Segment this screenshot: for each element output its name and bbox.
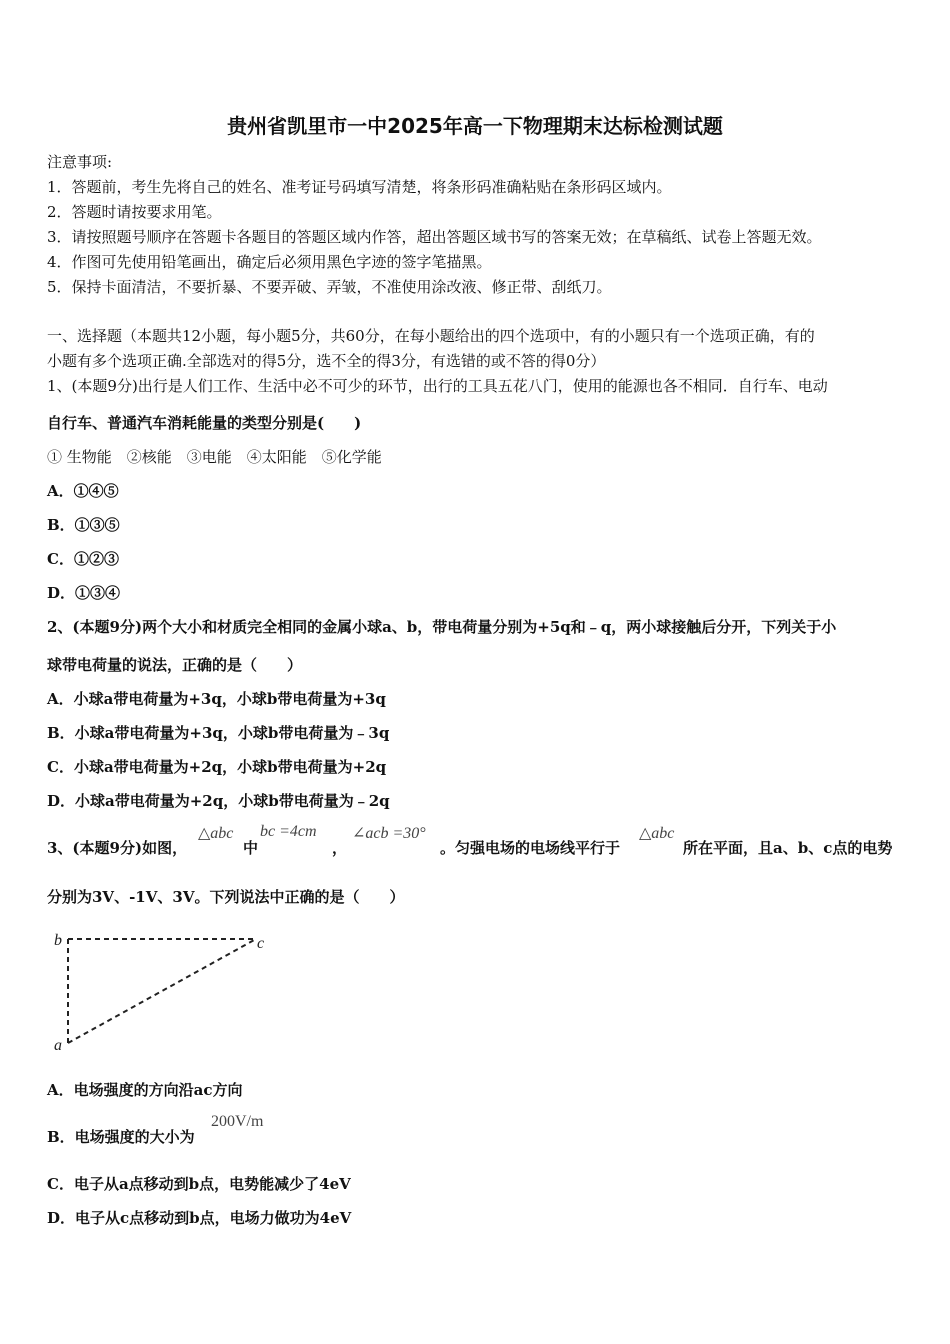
q3-option-d: D．电子从c点移动到b点，电场力做功为4eV	[47, 1209, 352, 1227]
q2-option-a: A．小球a带电荷量为+3q，小球b带电荷量为+3q	[47, 690, 386, 708]
vertex-label-a: a	[54, 1037, 62, 1054]
q1-option-b: B．①③⑤	[47, 516, 120, 534]
notice-item-1: 1．答题前，考生先将自己的姓名、准考证号码填写清楚，将条形码准确粘贴在条形码区域内。	[47, 178, 672, 196]
q1-option-d: D．①③④	[47, 584, 121, 602]
q3-stem-comma: ，	[332, 839, 348, 857]
section-instructions-line-2: 小题有多个选项正确.全部选对的得5分，选不全的得3分，有选错的或不答的得0分）	[47, 352, 606, 370]
q1-option-a: A．①④⑤	[47, 482, 119, 500]
q3-option-b-math: 200V/m	[211, 1113, 264, 1130]
q3-math-triangle-2: △abc	[639, 825, 675, 842]
q3-triangle-figure	[50, 926, 280, 1056]
section-instructions-line-1: 一、选择题（本题共12小题，每小题5分，共60分，在每小题给出的四个选项中，有的小题只有一个选项正确，有的	[47, 327, 815, 345]
notice-item-5: 5．保持卡面清洁，不要折暴、不要弄破、弄皱，不准使用涂改液、修正带、刮纸刀。	[47, 278, 612, 296]
notice-item-2: 2．答题时请按要求用笔。	[47, 203, 222, 221]
q2-stem-line-2: 球带电荷量的说法，正确的是（ ）	[47, 656, 303, 674]
edge-ac	[68, 939, 256, 1043]
vertex-label-c: c	[257, 935, 265, 952]
q2-option-c: C．小球a带电荷量为+2q，小球b带电荷量为+2q	[47, 758, 387, 776]
q1-stem-line-2: 自行车、普通汽车消耗能量的类型分别是( )	[47, 414, 362, 432]
q2-stem-line-1: 2、(本题9分)两个大小和材质完全相同的金属小球a、b，带电荷量分别为+5q和﹣q，两小球接触后分开，下列关于小	[47, 618, 837, 636]
notice-item-3: 3．请按照题号顺序在答题卡各题目的答题区域内作答，超出答题区域书写的答案无效；在草稿纸、试卷上答题无效。	[47, 228, 822, 246]
q2-option-d: D．小球a带电荷量为+2q，小球b带电荷量为﹣2q	[47, 792, 390, 810]
q3-math-bc: bc =4cm	[260, 823, 317, 840]
page-title: 贵州省凯里市一中2025年高一下物理期末达标检测试题	[227, 114, 723, 138]
vertex-label-b: b	[54, 932, 62, 949]
q3-stem-line-2: 分别为3V、-1V、3V。下列说法中正确的是（ ）	[47, 888, 405, 906]
q3-stem-prefix: 3、(本题9分)如图，	[47, 839, 188, 857]
q2-option-b: B．小球a带电荷量为+3q，小球b带电荷量为﹣3q	[47, 724, 390, 742]
q1-stem-line-1: 1、(本题9分)出行是人们工作、生活中必不可少的环节，出行的工具五花八门，使用的能源也各不相同．自行车、电动	[47, 377, 828, 395]
q3-option-a: A．电场强度的方向沿ac方向	[47, 1081, 243, 1099]
q3-option-b-text: B．电场强度的大小为	[47, 1128, 195, 1146]
q3-math-triangle: △abc	[198, 825, 234, 842]
notice-heading: 注意事项:	[47, 153, 113, 171]
q3-stem-suffix: 所在平面，且a、b、c点的电势	[683, 839, 893, 857]
q3-stem-mid-2: 。匀强电场的电场线平行于	[440, 839, 621, 857]
q3-math-angle: ∠acb =30°	[352, 825, 426, 842]
q1-energy-list: ① 生物能 ②核能 ③电能 ④太阳能 ⑤化学能	[47, 448, 382, 466]
q1-option-c: C．①②③	[47, 550, 119, 568]
q3-option-c: C．电子从a点移动到b点，电势能减少了4eV	[47, 1175, 351, 1193]
q3-stem-mid-1: 中	[243, 839, 259, 857]
notice-item-4: 4．作图可先使用铅笔画出，确定后必须用黑色字迹的签字笔描黑。	[47, 253, 492, 271]
